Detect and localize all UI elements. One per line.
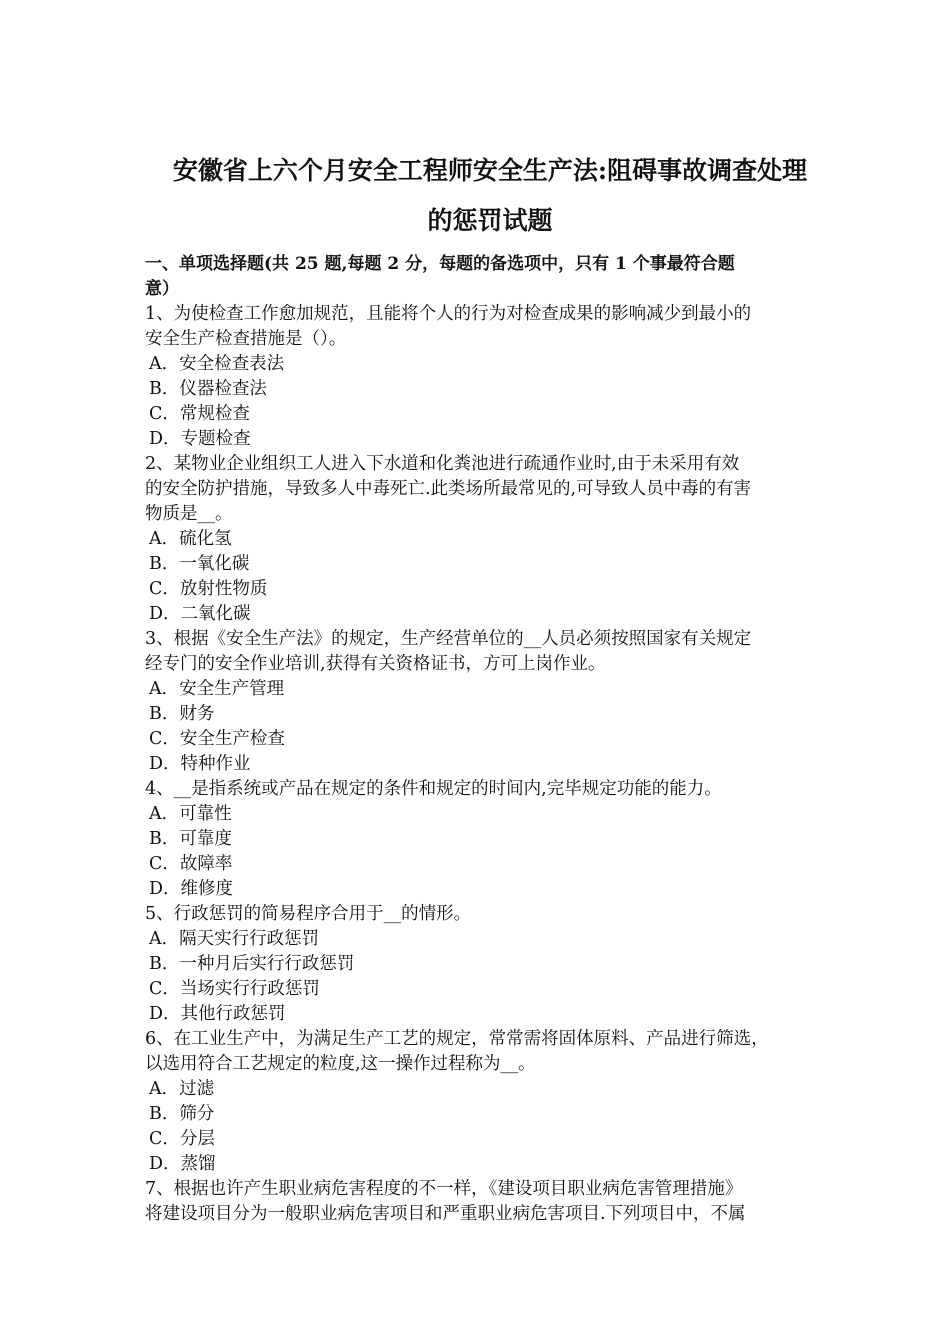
answer-option: B．可靠度	[149, 829, 232, 849]
answer-option: B．一种月后实行行政惩罚	[149, 954, 355, 974]
section-heading-line-2: 意）	[145, 279, 179, 299]
question-text-line: 物质是__。	[145, 504, 233, 524]
answer-option: D．维修度	[149, 879, 234, 899]
answer-option: C．分层	[149, 1129, 215, 1149]
question-text-line: 将建设项目分为一般职业病危害项目和严重职业病危害项目.下列项目中，不属	[145, 1204, 746, 1224]
answer-option: A．安全检查表法	[149, 354, 285, 374]
answer-option: B．仪器检查法	[149, 379, 267, 399]
answer-option: D．二氧化碳	[149, 604, 251, 624]
answer-option: A．硫化氢	[149, 529, 232, 549]
question-text-line: 2、某物业企业组织工人进入下水道和化粪池进行疏通作业时,由于未采用有效	[145, 454, 740, 474]
section-heading	[145, 252, 835, 302]
answer-option: D．其他行政惩罚	[149, 1004, 286, 1024]
answer-option: A．过滤	[149, 1079, 215, 1099]
title-line-1: 安徽省上六个月安全工程师安全生产法:阻碍事故调查处理	[172, 156, 808, 185]
question-5	[145, 902, 835, 927]
title-line-2: 的惩罚试题	[427, 206, 553, 235]
answer-option: D．特种作业	[149, 754, 251, 774]
answer-option: C．放射性物质	[149, 579, 268, 599]
answer-option: C．当场实行行政惩罚	[149, 979, 320, 999]
question-6	[145, 1027, 835, 1077]
answer-option: C．常规检查	[149, 404, 250, 424]
page-title	[145, 146, 835, 246]
question-text-line: 3、根据《安全生产法》的规定，生产经营单位的__人员必须按照国家有关规定	[145, 629, 752, 649]
answer-option: B．筛分	[149, 1104, 215, 1124]
question-list	[145, 302, 835, 1227]
question-4	[145, 777, 835, 802]
question-1	[145, 302, 835, 352]
answer-option: B．财务	[149, 704, 215, 724]
question-2	[145, 452, 835, 527]
question-text-line: 7、根据也许产生职业病危害程度的不一样，《建设项目职业病危害管理措施》	[145, 1179, 743, 1199]
question-text-line: 经专门的安全作业培训,获得有关资格证书，方可上岗作业。	[145, 654, 606, 674]
question-text-line: 1、为使检查工作愈加规范，且能将个人的行为对检查成果的影响减少到最小的	[145, 304, 752, 324]
question-text-line: 4、__是指系统或产品在规定的条件和规定的时间内,完毕规定功能的能力。	[145, 779, 722, 799]
question-text-line: 安全生产检查措施是（）。	[145, 329, 347, 349]
answer-option: D．蒸馏	[149, 1154, 216, 1174]
question-text-line: 以选用符合工艺规定的粒度,这一操作过程称为__。	[145, 1054, 536, 1074]
question-text-line: 5、行政惩罚的简易程序合用于__的情形。	[145, 904, 472, 924]
section-heading-line-1: 一、单项选择题(共 25 题,每题 2 分，每题的备选项中，只有 1 个事最符合题	[145, 254, 735, 274]
question-text-line: 的安全防护措施，导致多人中毒死亡.此类场所最常见的,可导致人员中毒的有害	[145, 479, 752, 499]
answer-option: A．隔天实行行政惩罚	[149, 929, 320, 949]
answer-option: A．可靠性	[149, 804, 232, 824]
answer-option: B．一氧化碳	[149, 554, 250, 574]
question-7	[145, 1177, 835, 1227]
question-3	[145, 627, 835, 677]
answer-option: C．安全生产检查	[149, 729, 285, 749]
document-page	[145, 146, 835, 1227]
answer-option: A．安全生产管理	[149, 679, 285, 699]
answer-option: D．专题检查	[149, 429, 251, 449]
answer-option: C．故障率	[149, 854, 233, 874]
question-text-line: 6、在工业生产中，为满足生产工艺的规定，常常需将固体原料、产品进行筛选，	[145, 1029, 769, 1049]
